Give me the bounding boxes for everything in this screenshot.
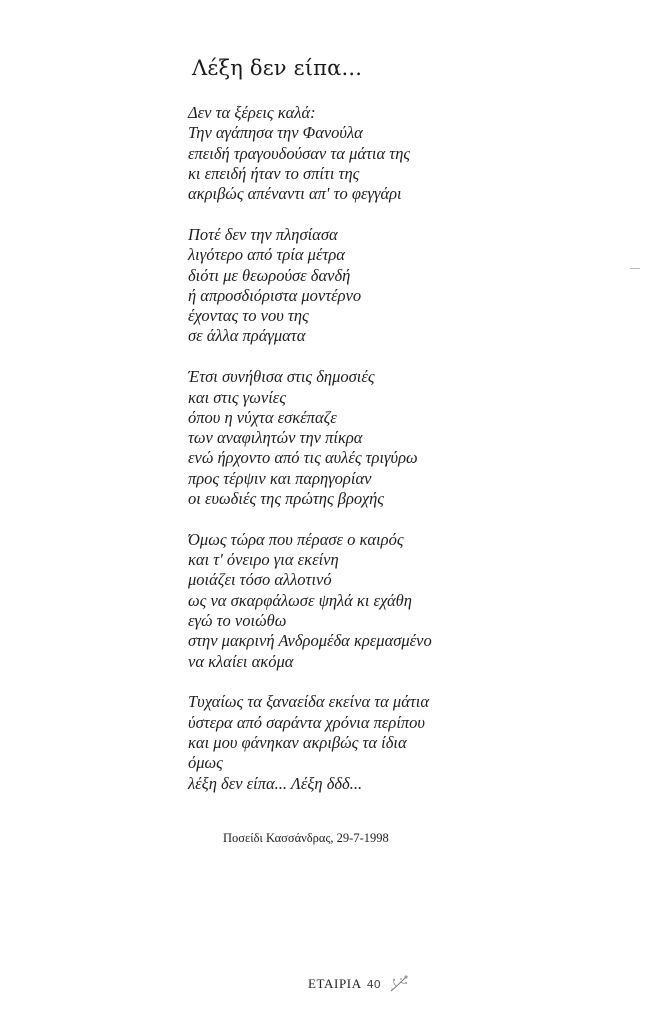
poem-line: Τυχαίως τα ξαναείδα εκείνα τα μάτια [188,692,430,712]
poem-line: κι επειδή ήταν το σπίτι της [188,163,360,183]
poem-line: ενώ ήρχοντο από τις αυλές τριγύρω [188,448,418,468]
poem-line: να κλαίει ακόμα [188,651,294,671]
page-number: 40 [366,977,381,991]
stanza [188,367,432,509]
poem-line: Όμως τώρα που πέρασε ο καιρός [188,529,404,549]
poem-line: σε άλλα πράγματα [188,326,306,346]
poem-line: των αναφιλητών την πίκρα [188,428,363,448]
poem-line: μοιάζει τόσο αλλοτινό [188,570,332,590]
poem-line: ή απροσδιόριστα μοντέρνο [188,285,362,305]
poem-line: και τ' όνειρο για εκείνη [188,550,339,570]
poem-line: προς τέρψιν και παρηγορίαν [188,468,372,488]
poem-signature: Ποσείδι Κασσάνδρας, 29-7-1998 [223,831,389,845]
poem-line: λέξη δεν είπα... Λέξη δδδ... [188,773,363,793]
publication-name: ΕΤΑΙΡΙΑ [308,976,362,991]
poem-line: Δεν τα ξέρεις καλά: [188,103,316,122]
page-footer [308,974,410,994]
poem-line: Την αγάπησα την Φανούλα [188,123,363,143]
stanza [188,692,432,793]
poem-line: όπου η νύχτα εσκέπαζε [188,407,337,427]
poem-line: ως να σκαρφάλωσε ψηλά κι εχάθη [188,590,412,610]
poem-line: και μου φάνηκαν ακριβώς τα ίδια [188,733,407,753]
stanza [188,530,432,672]
poem-title: Λέξη δεν είπα... [192,56,363,80]
flower-sprig-icon [388,974,410,994]
poem-line: Έτσι συνήθισα στις δημοσιές [188,367,375,387]
poem-line: Ποτέ δεν την πλησίασα [188,224,338,244]
poem-body [188,103,432,794]
poem-line: διότι με θεωρούσε δανδή [188,265,351,285]
poem-line: στην μακρινή Ανδρομέδα κρεμασμένο [188,631,432,651]
poem-line: λιγότερο από τρία μέτρα [188,245,345,265]
poem-line: ακριβώς απέναντι απ' το φεγγάρι [188,184,402,204]
poem-line: επειδή τραγουδούσαν τα μάτια της [188,143,411,163]
stanza [188,225,432,347]
stanza [188,103,432,204]
poem-line: ύστερα από σαράντα χρόνια περίπου [188,712,426,732]
poem-line: και στις γωνίες [188,387,286,407]
margin-mark [630,268,640,269]
poem-line: έχοντας το νου της [188,306,309,326]
poem-line: εγώ το νοιώθω [188,611,287,631]
poem-line: οι ευωδιές της πρώτης βροχής [188,489,384,509]
poem-line: όμως [188,753,223,773]
